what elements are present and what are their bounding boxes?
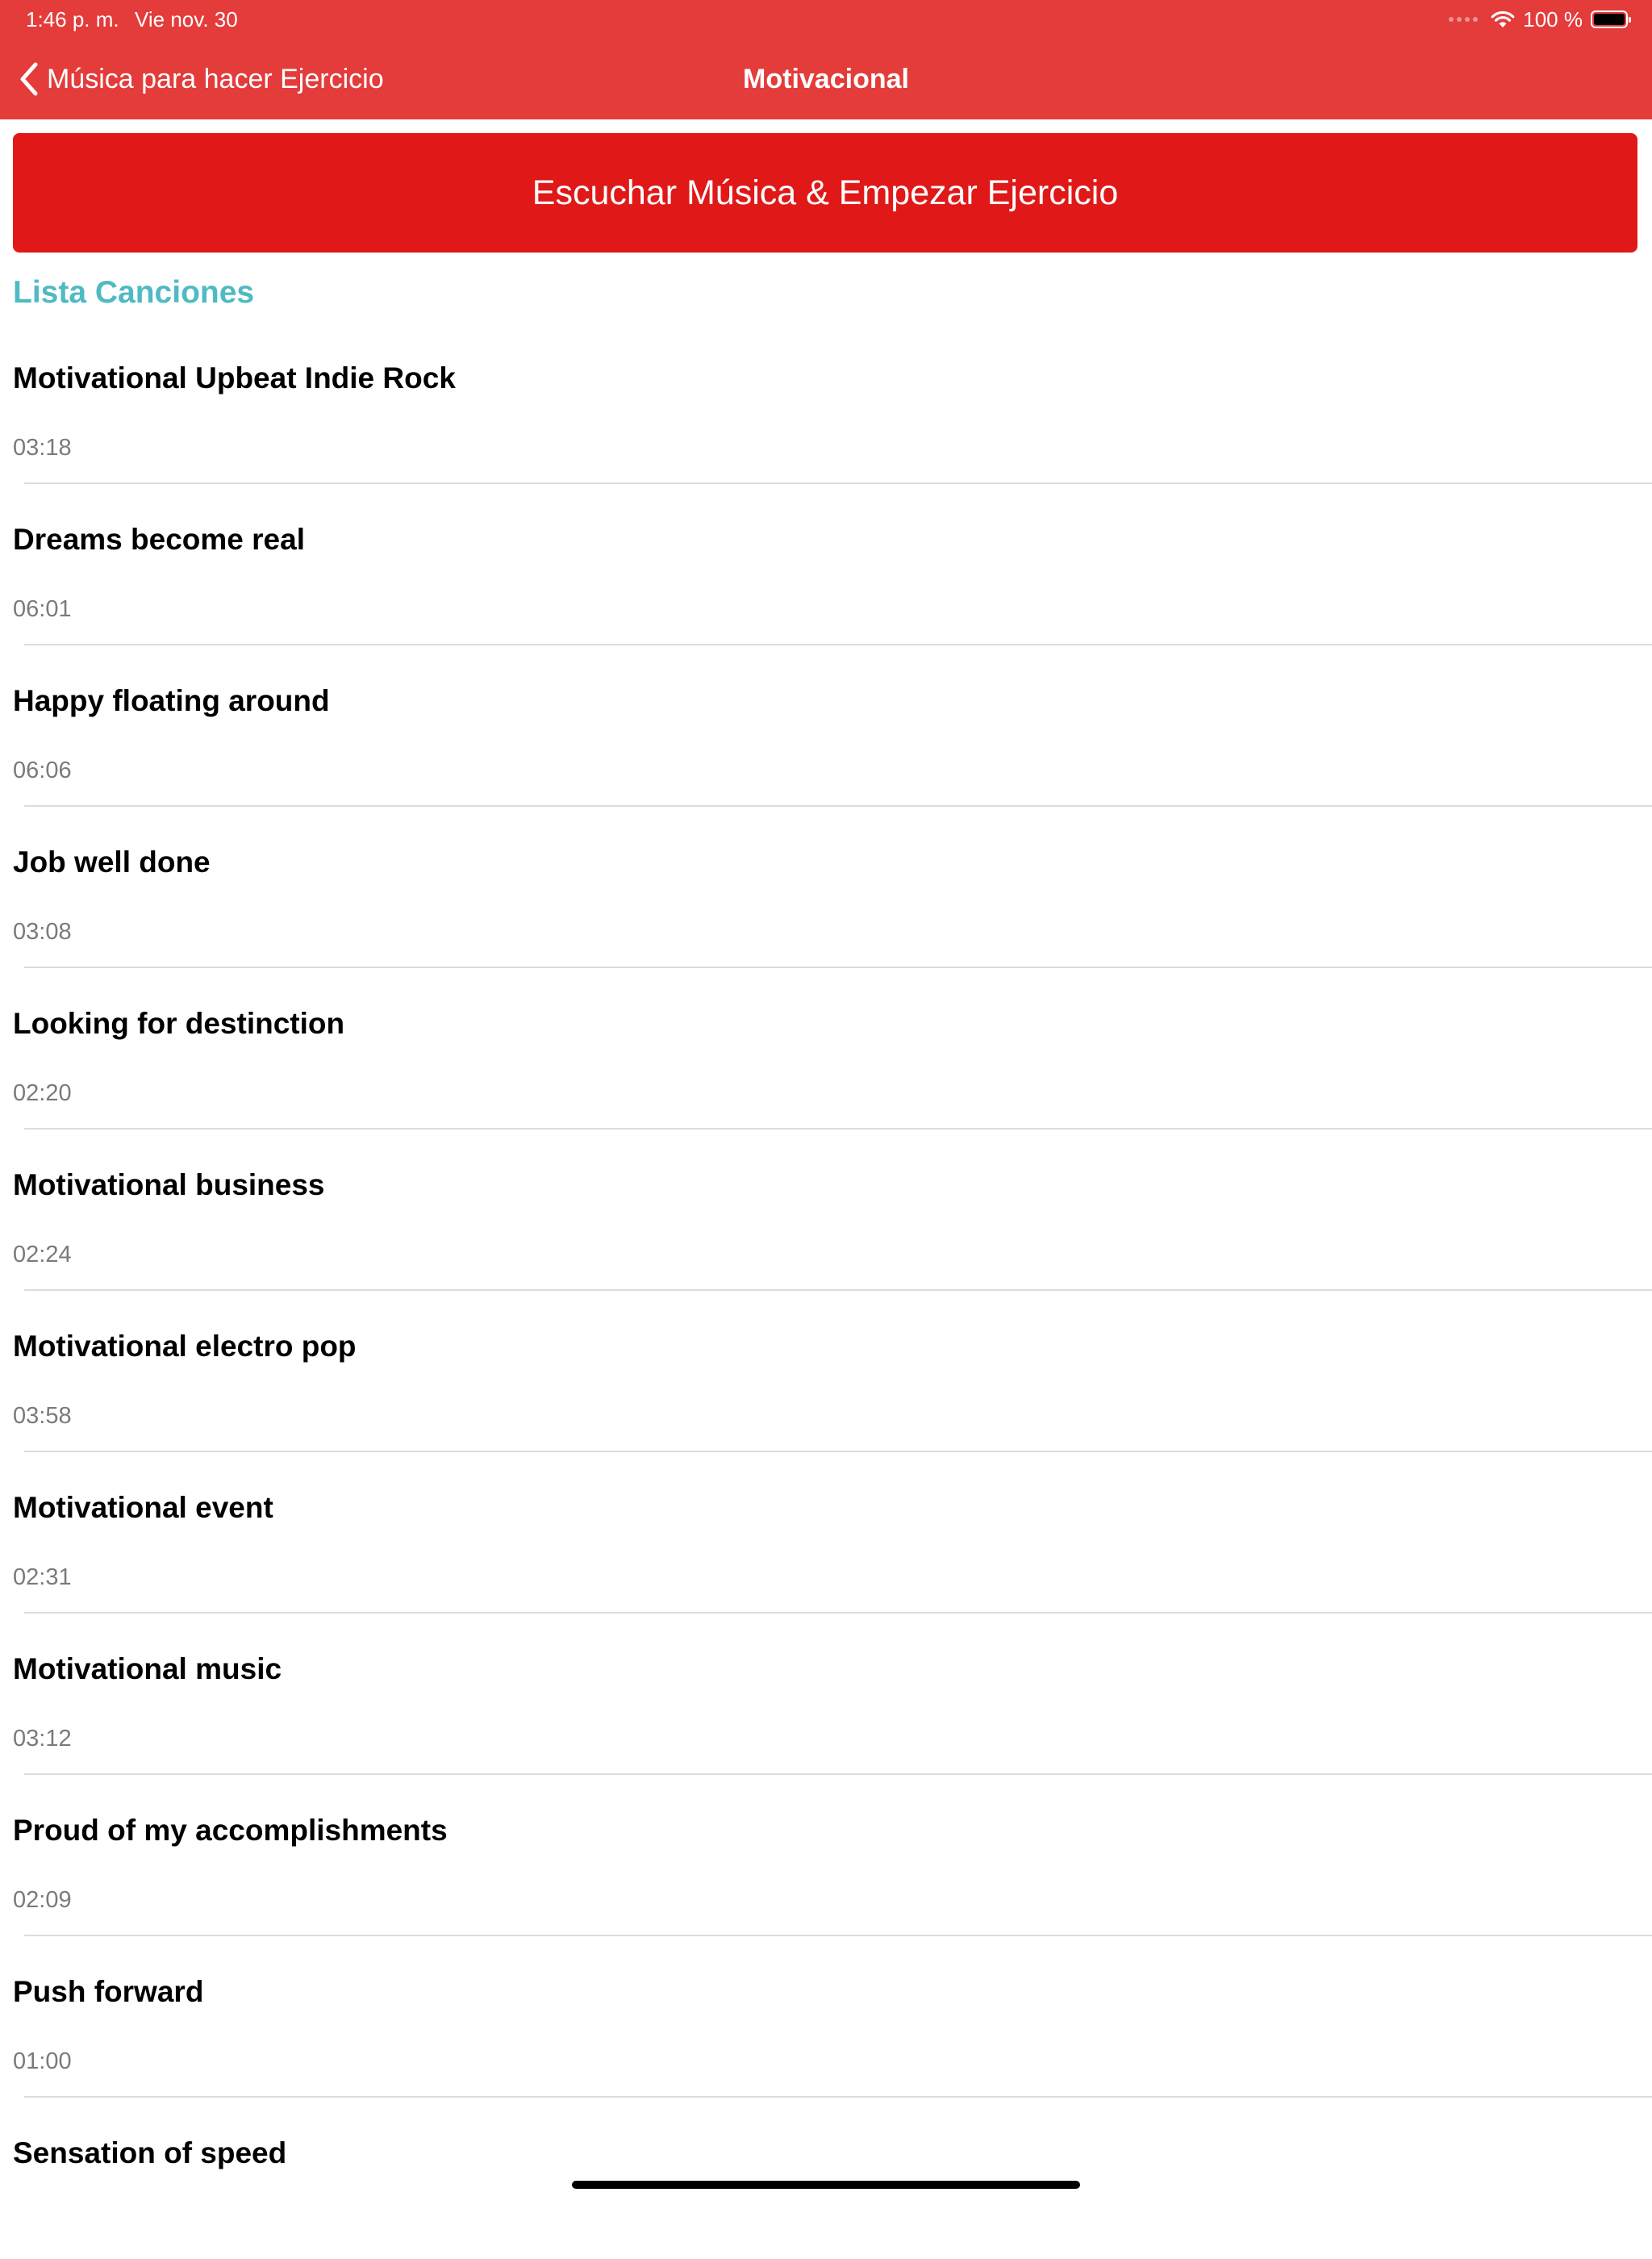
navigation-header <box>0 0 1652 119</box>
section-title: Lista Canciones <box>13 275 255 310</box>
song-title: Job well done <box>13 846 211 879</box>
song-list-item[interactable] <box>0 1452 1652 1614</box>
song-duration: 02:31 <box>13 1564 72 1590</box>
battery-icon <box>1591 10 1628 28</box>
wifi-icon <box>1491 10 1515 29</box>
status-time: 1:46 p. m. <box>26 7 119 31</box>
song-list-item[interactable] <box>0 1130 1652 1291</box>
song-duration: 06:01 <box>13 596 72 622</box>
home-indicator[interactable] <box>572 2181 1080 2189</box>
song-title: Motivational business <box>13 1168 325 1201</box>
song-title: Looking for destinction <box>13 1007 345 1040</box>
status-date: Vie nov. 30 <box>135 7 238 31</box>
battery-percent: 100 % <box>1523 7 1583 31</box>
song-title: Happy floating around <box>13 684 330 717</box>
song-duration: 02:09 <box>13 1887 72 1913</box>
song-duration: 06:06 <box>13 758 72 783</box>
song-list-item[interactable] <box>0 807 1652 968</box>
song-title: Proud of my accomplishments <box>13 1814 448 1847</box>
song-title: Push forward <box>13 1975 204 2008</box>
song-duration: 02:24 <box>13 1242 72 1267</box>
song-duration: 01:00 <box>13 2048 72 2074</box>
song-title: Motivational event <box>13 1491 273 1524</box>
start-exercise-button[interactable]: Escuchar Música & Empezar Ejercicio <box>13 133 1637 253</box>
song-list-item[interactable] <box>0 1775 1652 1936</box>
song-list-item[interactable] <box>0 484 1652 645</box>
song-title: Dreams become real <box>13 523 305 556</box>
song-list-item[interactable] <box>0 1291 1652 1452</box>
song-duration: 03:18 <box>13 435 72 461</box>
song-list-item[interactable] <box>0 1614 1652 1775</box>
page-title: Motivacional <box>743 64 909 94</box>
song-list-item[interactable] <box>0 645 1652 807</box>
song-list-item[interactable] <box>0 1936 1652 2098</box>
song-duration: 03:08 <box>13 919 72 945</box>
song-duration: 03:58 <box>13 1403 72 1429</box>
song-title: Sensation of speed <box>13 2136 287 2169</box>
battery-level <box>1594 14 1625 25</box>
song-title: Motivational music <box>13 1652 282 1685</box>
song-duration: 02:20 <box>13 1080 72 1106</box>
song-list-item[interactable] <box>0 968 1652 1130</box>
song-list <box>0 323 1652 2259</box>
song-title: Motivational electro pop <box>13 1330 357 1363</box>
song-list-item[interactable] <box>0 323 1652 484</box>
song-title: Motivational Upbeat Indie Rock <box>13 361 456 395</box>
status-indicators <box>1449 6 1628 32</box>
song-list-item[interactable] <box>0 2098 1652 2259</box>
cellular-signal-icon <box>1449 17 1478 22</box>
song-duration: 03:12 <box>13 1726 72 1752</box>
back-button-label: Música para hacer Ejercicio <box>47 64 384 94</box>
